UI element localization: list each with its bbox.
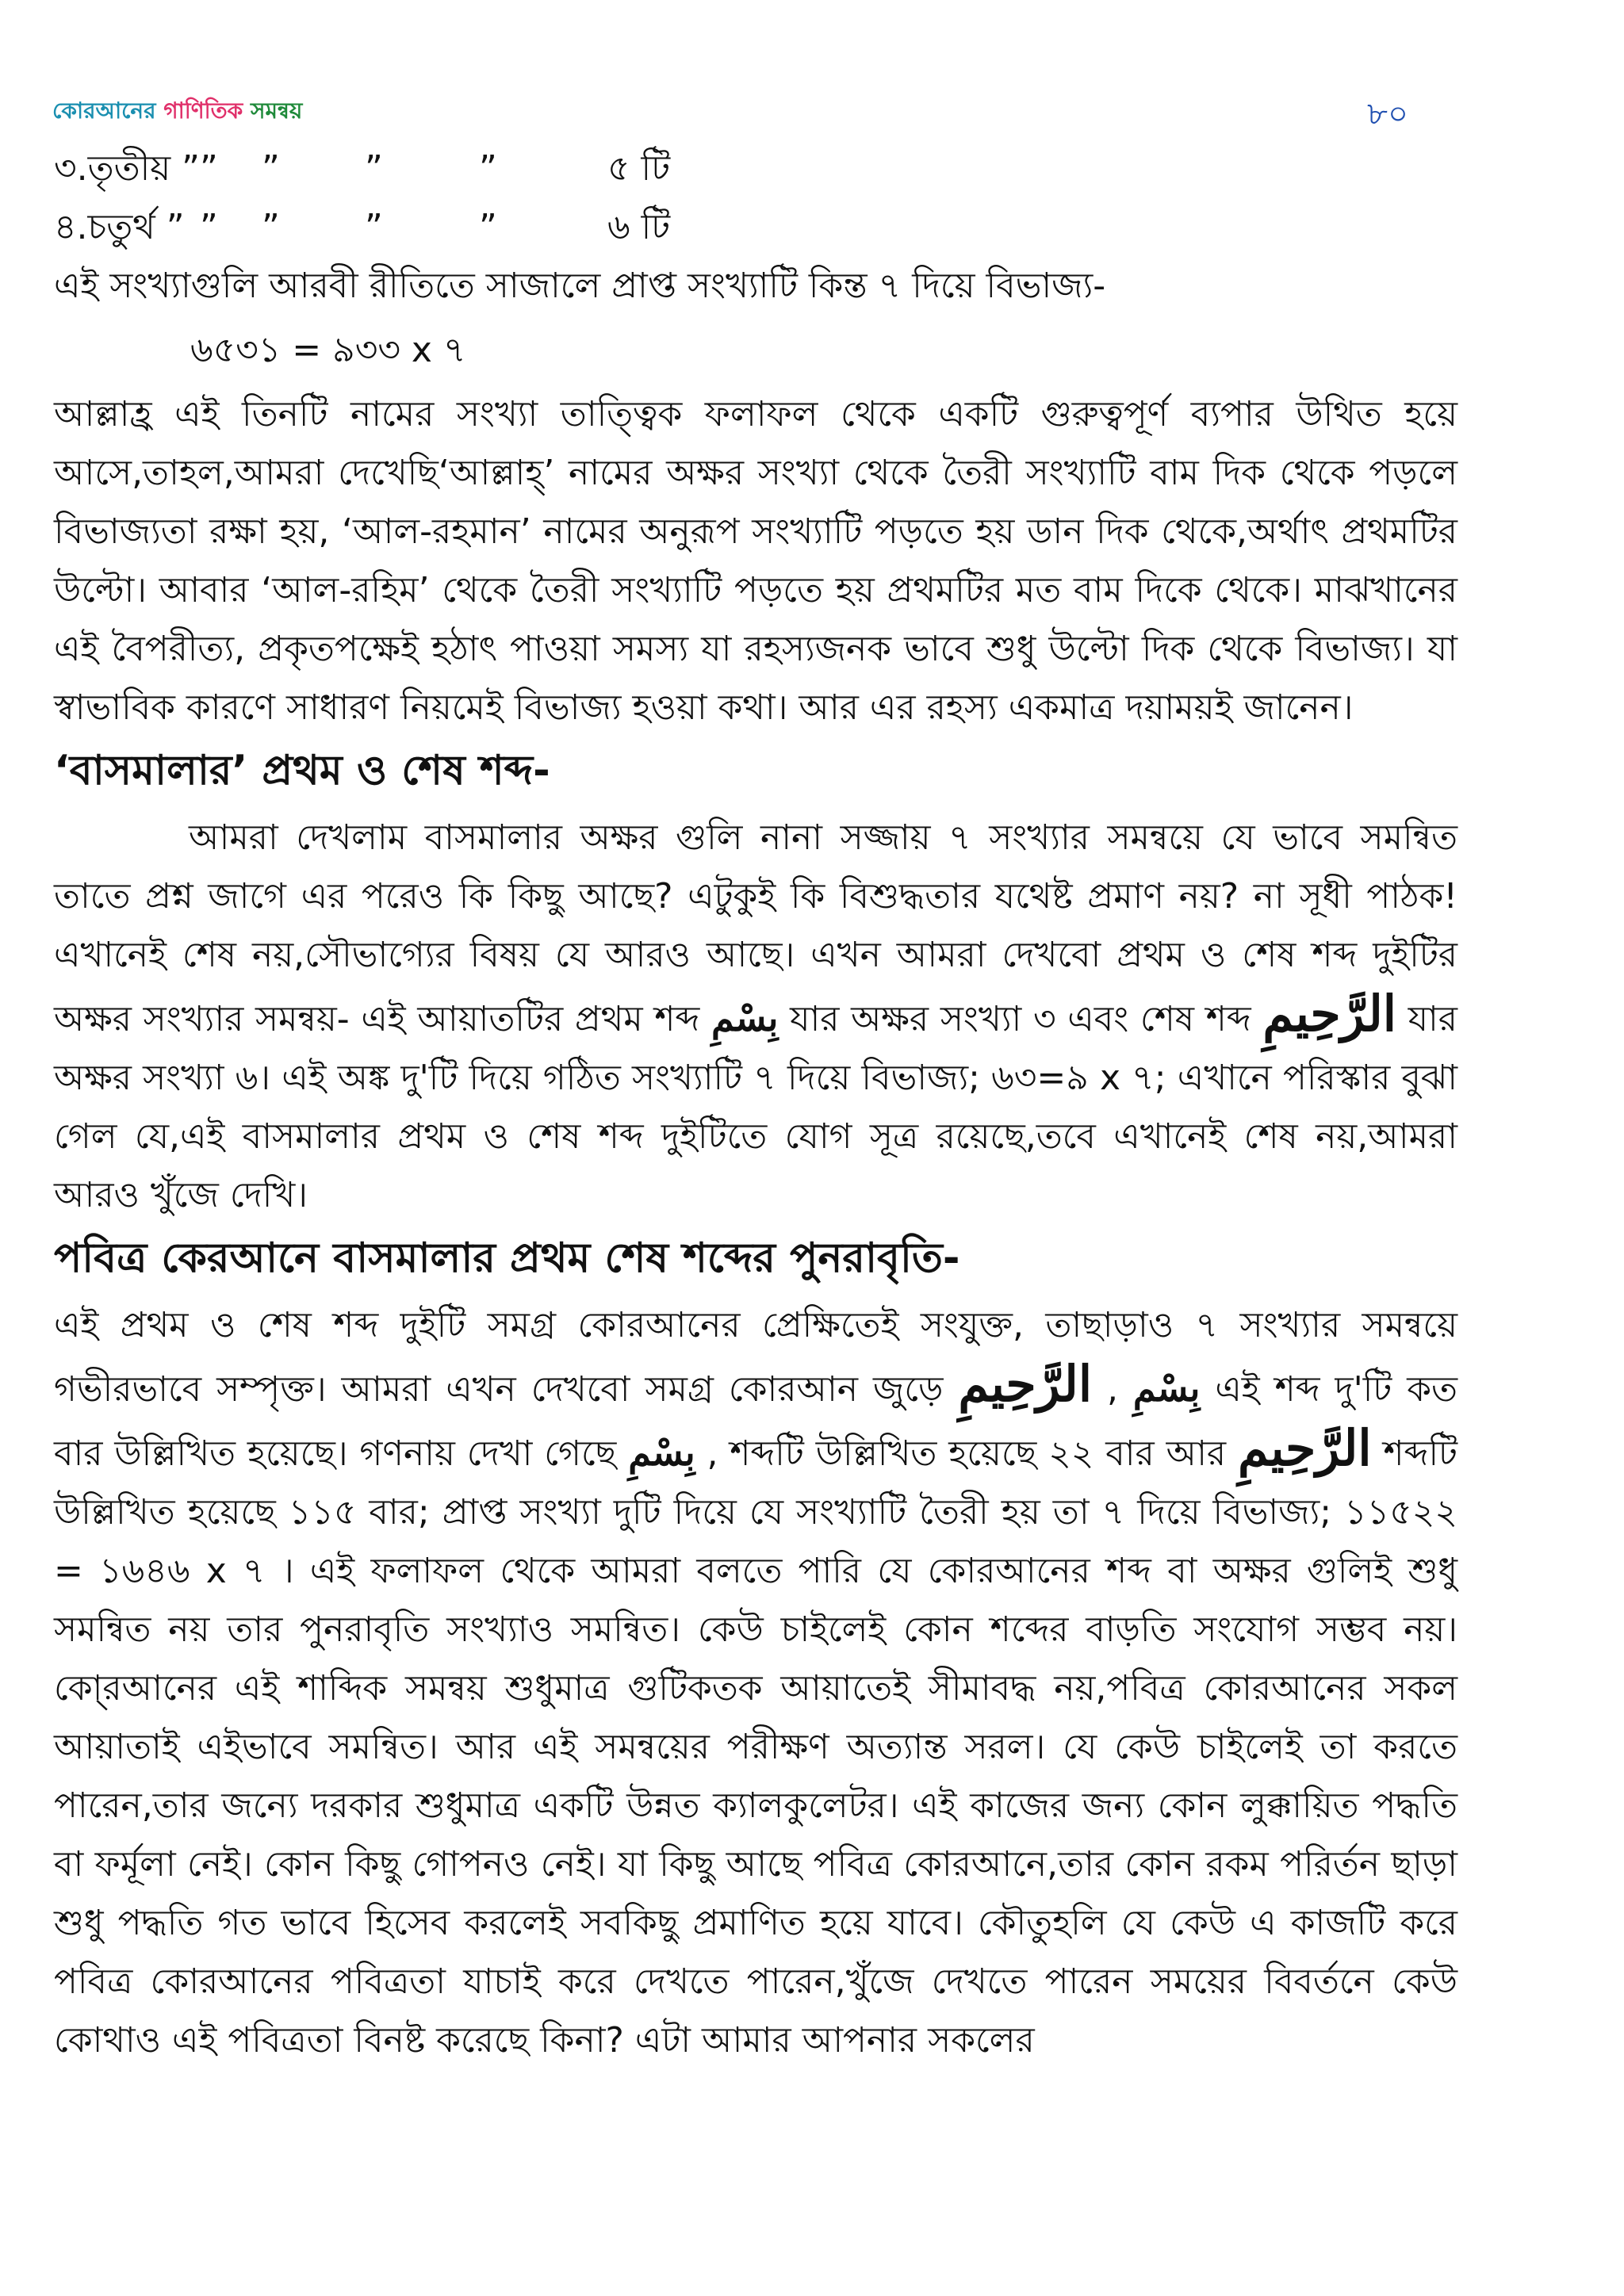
separator-comma: , (1092, 1369, 1133, 1410)
ditto-mark: ” (262, 148, 280, 189)
list-row (54, 140, 1457, 198)
list-row-label: ৪.চতুর্থ ” (54, 207, 185, 247)
running-title (52, 94, 302, 131)
arabic-word-arrahim: الرَّحِيمِ (958, 1355, 1093, 1413)
page-body (54, 140, 1457, 2070)
paragraph-2 (54, 809, 1457, 1225)
arabic-word-arrahim: الرَّحِيمِ (1262, 985, 1396, 1043)
list-row (54, 198, 1457, 257)
arabic-word-arrahim: الرَّحِيمِ (1238, 1419, 1372, 1477)
running-title-part-3: সমন্বয় (251, 98, 303, 124)
paragraph-2-text-b: যার অক্ষর সংখ্যা ৩ এবং শেষ শব্দ (778, 999, 1263, 1039)
paragraph-2-text-c: যার অক্ষর সংখ্যা ৬। এই অঙ্ক দু'টি দিয়ে গঠিত সংখ্যাটি ৭ দিয়ে বিভাজ্য; ৬৩=৯ x ৭; এখানে পরিস্কার বুঝা গেল যে,এই বাসমালার প্রথম ও শেষ শব্দ দুইটিতে যোগ সূত্র রয়েছে,তবে এখানেই শেষ নয়,আমরা আরও খুঁজে দেখি। (54, 999, 1457, 1215)
section-heading-1: ‘বাসমালার’ প্রথম ও শেষ শব্দ- (54, 747, 550, 794)
page-header (52, 94, 1572, 133)
ditto-mark: ” (479, 207, 497, 247)
paragraph-1: আল্লাহ্র এই তিনটি নামের সংখ্যা তাত্ত্বিক ফলাফল থেকে একটি গুরুত্বপূর্ণ ব্যপার উথিত হয়ে আসে,তাহল,আমরা দেখেছি‘আল্লাহ্’ নামের অক্ষর সংখ্যা থেকে তৈরী সংখ্যাটি বাম দিক থেকে পড়লে বিভাজ্যতা রক্ষা হয়, ‘আল-রহমান’ নামের অনুরূপ সংখ্যাটি পড়তে হয় ডান দিক থেকে,অর্থাৎ প্রথমটির উল্টো। আবার ‘আল-রহিম’ থেকে তৈরী সংখ্যাটি পড়তে হয় প্রথমটির মত বাম দিকে থেকে। মাঝখানের এই বৈপরীত্য, প্রকৃতপক্ষেই হঠাৎ পাওয়া সমস্য যা রহস্যজনক ভাবে শুধু উল্টো দিক থেকে বিভাজ্য। যা স্বাভাবিক কারণে সাধারণ নিয়মেই বিভাজ্য হওয়া কথা। আর এর রহস্য একমাত্র দয়াময়ই জানেন। (54, 394, 1457, 728)
ditto-mark: ” (200, 148, 218, 189)
ditto-mark: ” (365, 207, 383, 247)
list-row-count: ৬ টি (607, 207, 671, 247)
equation: ৬৫৩১ = ৯৩৩ x ৭ (190, 330, 466, 370)
paragraph-3 (54, 1296, 1457, 2070)
list-row-count: ৫ টি (607, 148, 671, 189)
running-title-part-2: গাণিতিক (163, 98, 251, 124)
ditto-mark: ” (262, 207, 280, 247)
paragraph-3-text-c: , শব্দটি উল্লিখিত হয়েছে ২২ বার আর (695, 1433, 1239, 1474)
paragraph-3-text-a: এই প্রথম ও শেষ শব্দ দুইটি সমগ্র কোরআনের প্রেক্ষিতেই সংযুক্ত, তাছাড়াও ৭ সংখ্যার সমন্বয়ে গভীরভাবে সম্পৃক্ত। আমরা এখন দেখবো সমগ্র কোরআন জুড়ে (54, 1305, 1457, 1410)
ditto-mark: ” (365, 148, 383, 189)
paragraph-3-text-d: শব্দটি উল্লিখিত হয়েছে ১১৫ বার; প্রাপ্ত সংখ্যা দুটি দিয়ে যে সংখ্যাটি তৈরী হয় তা ৭ দিয়ে বিভাজ্য; ১১৫২২ = ১৬৪৬ x ৭ । এই ফলাফল থেকে আমরা বলতে পারি যে কোরআনের শব্দ বা অক্ষর গুলিই শুধু সমন্বিত নয় তার পুনরাবৃতি সংখ্যাও সমন্বিত। কেউ চাইলেই কোন শব্দের বাড়তি সংযোগ সম্ভব নয়। কো্রআনের এই শাব্দিক সমন্বয় শুধুমাত্র গুটিকতক আয়াতেই সীমাবদ্ধ নয়,পবিত্র কোরআনের সকল আয়াতাই এইভাবে সমন্বিত। আর এই সমন্বয়ের পরীক্ষণ অত্যান্ত সরল। যে কেউ চাইলেই তা করতে পারেন,তার জন্যে দরকার শুধুমাত্র একটি উন্নত ক্যালকুলেটর। এই কাজের জন্য কোন লুক্কায়িত পদ্ধতি বা ফর্মূলা নেই। কোন কিছু গোপনও নেই। যা কিছু আছে পবিত্র কোরআনে,তার কোন রকম পরির্তন ছাড়া শুধু পদ্ধতি গত ভাবে হিসেব করলেই সবকিছু প্রমাণিত হয়ে যাবে। কৌতুহলি যে কেউ এ কাজটি করে পবিত্র কোরআনের পবিত্রতা যাচাই করে দেখতে পারেন,খুঁজে দেখতে পারেন সময়ের বিবর্তনে কেউ কোথাও এই পবিত্রতা বিনষ্ট করেছে কিনা? এটা আমার আপনার সকলের (54, 1433, 1458, 2061)
ditto-mark: ” (479, 148, 497, 189)
paragraph-3-text-b: এই শব্দ দু'টি কত বার উল্লিখিত হয়েছে। গণনায় দেখা গেছে (54, 1369, 1457, 1474)
page-number: ৮০ (1367, 96, 1408, 132)
intro-line: এই সংখ্যাগুলি আরবী রীতিতে সাজালে প্রাপ্ত সংখ্যাটি কিন্ত ৭ দিয়ে বিভাজ্য- (54, 266, 1106, 306)
arabic-word-bismi: بِسْمِ (711, 997, 779, 1039)
paragraph-2-text-a: আমরা দেখলাম বাসমালার অক্ষর গুলি নানা সজ্জায় ৭ সংখ্যার সমন্বয়ে যে ভাবে সমন্বিত তাতে প্রশ্ন জাগে এর পরেও কি কিছু আছে? এটুকুই কি বিশুদ্ধতার যথেষ্ট প্রমাণ নয়? না সূধী পাঠক! এখানেই শেষ নয়,সৌভাগ্যের বিষয় যে আরও আছে। এখন আমরা দেখবো প্রথম ও শেষ শব্দ দুইটির অক্ষর সংখ্যার সমন্বয়- এই আয়াতটির প্রথম শব্দ (54, 817, 1457, 1039)
arabic-word-bismi: بِسْمِ (1132, 1367, 1201, 1410)
ditto-mark: ” (200, 207, 218, 247)
running-title-part-1: কোরআনের (52, 98, 164, 124)
section-heading-2: পবিত্র কেরআনে বাসমালার প্রথম শেষ শব্দের পুনরাবৃতি- (54, 1234, 960, 1282)
list-row-label: ৩.তৃতীয় ” (54, 148, 200, 189)
arabic-word-bismi: بِسْمِ (628, 1431, 695, 1474)
